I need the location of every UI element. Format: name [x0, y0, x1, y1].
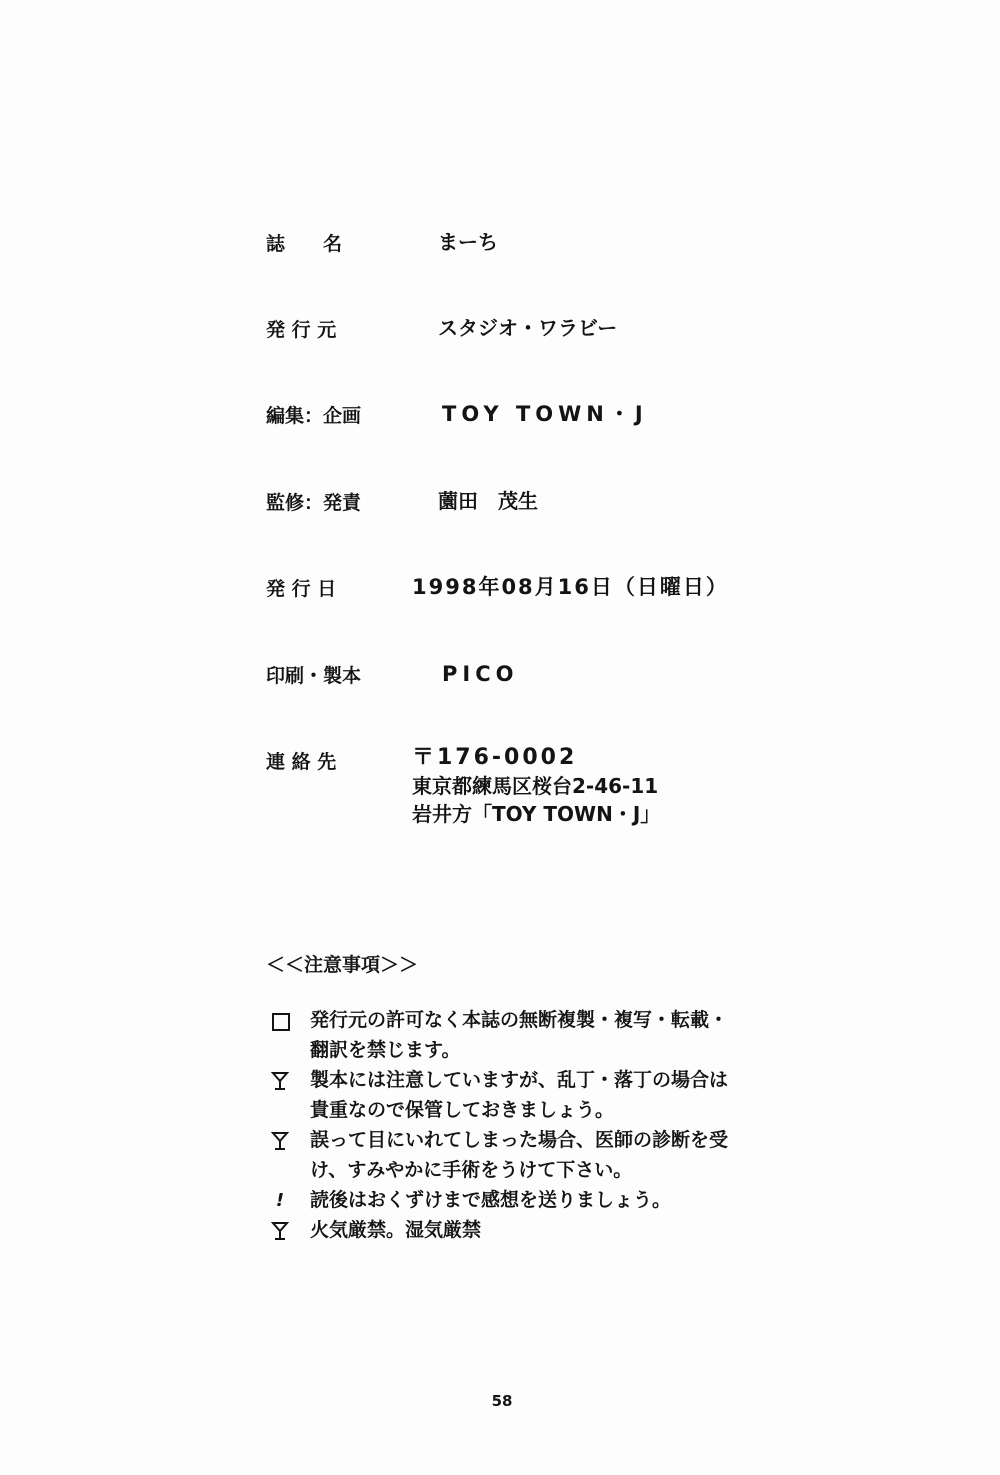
label-title: 誌 名: [266, 233, 343, 255]
note-text: 発行元の許可なく本誌の無断複製・複写・転載・ 翻訳を禁じます。: [310, 1009, 729, 1061]
cocktail-glass-icon: [270, 1131, 290, 1151]
notes-list: [266, 1005, 826, 1245]
note-item-send-feedback: [266, 1185, 826, 1215]
value-publisher: スタジオ・ワラビー: [438, 316, 618, 340]
label-printing: 印刷・製本: [266, 665, 362, 687]
square-icon: [272, 1013, 290, 1031]
notes-title: ＜＜注意事項＞＞: [266, 954, 419, 976]
value-issue-date: 1998年08月16日（日曜日）: [412, 575, 729, 599]
contact-postal: 〒176-0002: [412, 745, 578, 770]
note-text: 火気厳禁。湿気厳禁: [310, 1219, 482, 1241]
exclamation-icon: !: [275, 1190, 285, 1211]
value-printing: PICO: [442, 662, 519, 686]
notes-section: [266, 950, 826, 1241]
row-contact: [266, 746, 826, 846]
cocktail-glass-icon: [270, 1071, 290, 1091]
label-contact: 連 絡 先: [266, 751, 337, 773]
row-editing: [266, 400, 826, 440]
value-editing: TOY TOWN・J: [442, 402, 648, 426]
value-title: まーち: [438, 230, 498, 254]
value-contact: [412, 744, 660, 828]
note-item-eye-contact: [266, 1125, 826, 1185]
contact-care-of: 岩井方「TOY TOWN・J」: [412, 802, 661, 826]
row-title: [266, 228, 826, 268]
label-issue-date: 発 行 日: [266, 578, 337, 600]
note-text: 誤って目にいれてしまった場合、医師の診断を受 け、すみやかに手術をうけて下さい。: [310, 1129, 729, 1181]
label-supervision: 監修：発責: [266, 492, 362, 514]
page-number: 58: [491, 1392, 513, 1410]
note-text: 製本には注意していますが、乱丁・落丁の場合は 貴重なので保管しておきましょう。: [310, 1069, 729, 1121]
note-item-fire-moisture: [266, 1215, 826, 1245]
value-supervision: 薗田 茂生: [438, 489, 538, 513]
label-editing: 編集：企画: [266, 405, 362, 427]
row-publisher: [266, 314, 826, 354]
note-text: 読後はおくずけまで感想を送りましょう。: [310, 1189, 672, 1211]
row-issue-date: [266, 573, 826, 613]
contact-address: 東京都練馬区桜台2-46-11: [412, 774, 659, 798]
cocktail-glass-icon: [270, 1221, 290, 1241]
note-item-unauthorized-copy: [266, 1005, 826, 1065]
note-item-binding-defects: [266, 1065, 826, 1125]
row-printing: [266, 660, 826, 700]
label-publisher: 発 行 元: [266, 319, 337, 341]
row-supervision: [266, 487, 826, 527]
